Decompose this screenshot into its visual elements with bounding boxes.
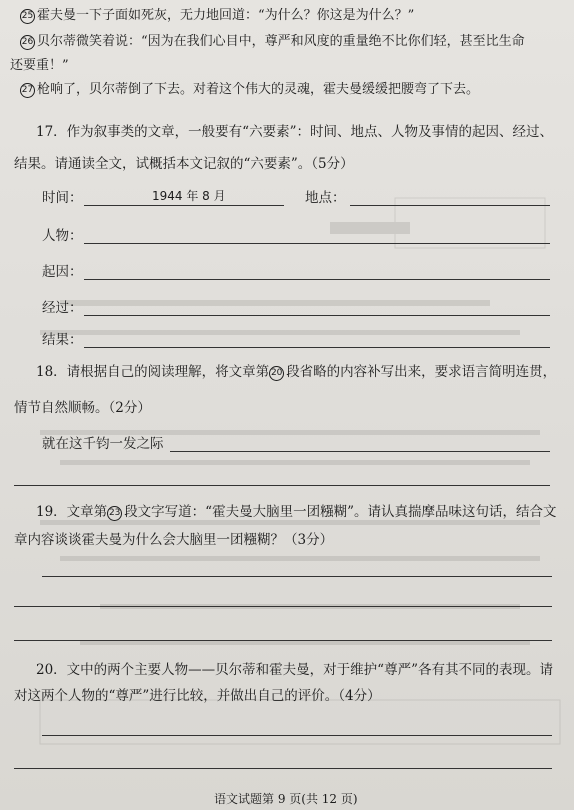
- q18-paragraph-ref-20: 20: [269, 366, 284, 381]
- paragraph-number-25: 25: [20, 9, 35, 24]
- q17-people-answer-line[interactable]: [84, 243, 550, 244]
- page-footer: 语文试题第 9 页(共 12 页): [214, 792, 358, 806]
- q20-answer-line-1[interactable]: [42, 735, 552, 736]
- q19-answer-line-3[interactable]: [14, 640, 552, 641]
- q17-result-label: 结果：: [42, 332, 83, 348]
- q17-place-label: 地点：: [305, 190, 346, 206]
- q17-time-label: 时间：: [42, 190, 83, 206]
- q18-prompt-line1: [36, 364, 556, 381]
- paragraph-25: [20, 8, 414, 24]
- q17-prompt-line2: 结果。请通读全文，试概括本文记叙的“六要素”。（5分）: [14, 156, 354, 172]
- q19-prompt-line1-b: 段文字写道：“霍夫曼大脑里一团糨糊”。请认真揣摩品味这句话，结合文: [124, 504, 557, 520]
- q18-answer-line-2[interactable]: [14, 485, 550, 486]
- q17-result-answer-line[interactable]: [84, 347, 550, 348]
- paragraph-25-text: 霍夫曼一下子面如死灰，无力地回道：“为什么？你这是为什么？”: [37, 8, 415, 23]
- q19-answer-line-2[interactable]: [14, 606, 552, 607]
- q17-process-answer-line[interactable]: [84, 315, 550, 316]
- q18-answer-line-1[interactable]: [170, 451, 550, 452]
- q17-cause-answer-line[interactable]: [84, 279, 550, 280]
- q17-time-answer-line[interactable]: [84, 205, 284, 206]
- q17-prompt-line1: 17．作为叙事类的文章，一般要有“六要素”：时间、地点、人物及事情的起因、经过、: [36, 124, 553, 140]
- q17-people-label: 人物：: [42, 228, 83, 244]
- q18-prompt-line1-b: 段省略的内容补写出来，要求语言简明连贯，: [286, 364, 557, 380]
- paragraph-number-26: 26: [20, 35, 35, 50]
- q19-prompt-line1: [36, 504, 557, 521]
- q20-prompt-line2: 对这两个人物的“尊严”进行比较，并做出自己的评价。（4分）: [14, 688, 381, 704]
- q18-answer-prompt: 就在这千钧一发之际: [42, 436, 164, 452]
- q19-prompt-line1-a: 19．文章第: [36, 504, 108, 520]
- q19-prompt-line2: 章内容谈谈霍夫曼为什么会大脑里一团糨糊？（3分）: [14, 532, 334, 548]
- paragraph-26-text-a: 贝尔蒂微笑着说：“因为在我们心目中，尊严和风度的重量绝不比你们轻，甚至比生命: [37, 34, 525, 49]
- q17-time-value: 1944 年 8 月: [152, 189, 226, 203]
- paragraph-number-27: 27: [20, 83, 35, 98]
- paragraph-26-text-b: 还要重！”: [10, 58, 69, 73]
- paragraph-27-text: 枪响了，贝尔蒂倒了下去。对着这个伟大的灵魂，霍夫曼缓缓把腰弯了下去。: [37, 82, 480, 97]
- paragraph-27: [20, 82, 479, 98]
- q18-prompt-line2: 情节自然顺畅。（2分）: [14, 400, 151, 416]
- q17-place-answer-line[interactable]: [350, 205, 550, 206]
- paragraph-26: [20, 34, 525, 50]
- q19-paragraph-ref-23: 23: [107, 506, 122, 521]
- q17-cause-label: 起因：: [42, 264, 83, 280]
- q17-process-label: 经过：: [42, 300, 83, 316]
- q20-prompt-line1: 20．文中的两个主要人物——贝尔蒂和霍夫曼，对于维护“尊严”各有其不同的表现。请: [36, 662, 553, 678]
- q19-answer-line-1[interactable]: [42, 576, 552, 577]
- q20-answer-line-2[interactable]: [14, 768, 552, 769]
- q18-prompt-line1-a: 18．请根据自己的阅读理解，将文章第: [36, 364, 270, 380]
